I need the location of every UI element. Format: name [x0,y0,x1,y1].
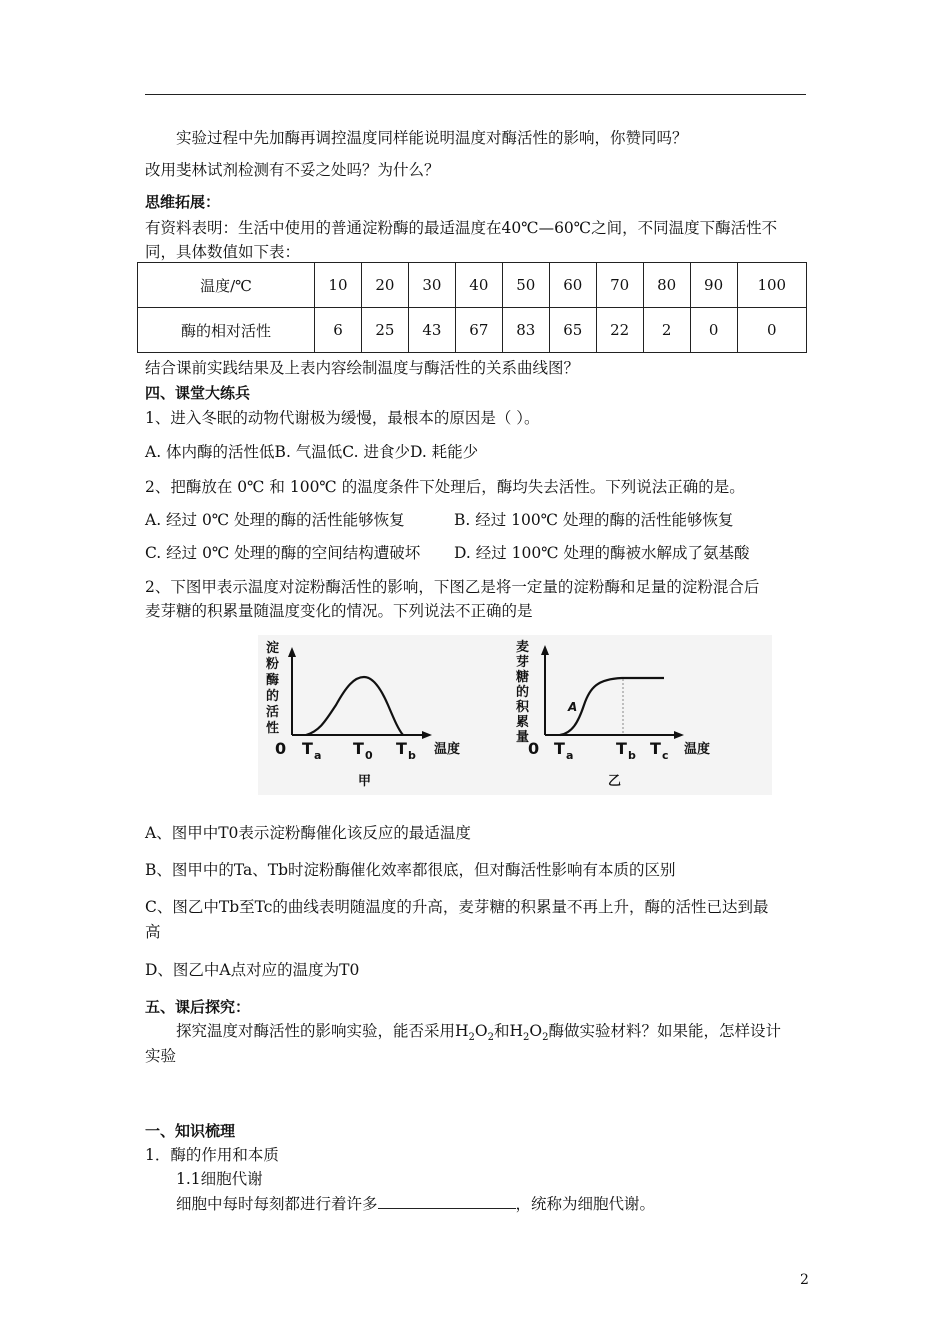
table-cell: 22 [596,308,643,353]
table-cell: 6 [315,308,362,353]
heading-think: 思维拓展： [145,193,221,211]
table-cell: 67 [455,308,502,353]
tick-ta-sub: a [314,749,322,762]
table-cell: 0 [737,308,806,353]
figure-yi-svg [512,635,772,795]
point-a-label: A [568,700,578,714]
figure-caption: 甲 [358,774,372,789]
question-2-option-a: A. 经过 0℃ 处理的酶的活性能够恢复 [145,511,405,529]
text-segment: 细胞中每时每刻都进行着许多 [176,1195,378,1213]
knowledge-1-1: 1.1细胞代谢 [176,1170,263,1188]
figure-caption: 乙 [608,774,622,789]
text-segment: O [529,1022,543,1040]
ylabel-char: 糖 [516,670,530,685]
table-cell: 43 [408,308,455,353]
text-segment: O [474,1022,488,1040]
tick-tb-sub: b [408,749,416,762]
temperature-activity-table [137,262,807,353]
fill-in-blank[interactable] [378,1194,516,1209]
figure-jia [258,635,518,795]
table-cell: 100 [737,263,806,308]
table-cell: 70 [596,263,643,308]
paragraph-1: 实验过程中先加酶再调控温度同样能说明温度对酶活性的影响，你赞同吗？ [176,129,688,147]
question-1: 1、进入冬眠的动物代谢极为缓慢，最根本的原因是（ ）。 [145,409,540,427]
tick-tb: T [396,739,407,758]
activity-curve [306,677,403,735]
text-segment: 探究温度对酶活性的影响实验，能否采用H [176,1022,469,1040]
table-cell: 50 [502,263,549,308]
heading-after-class: 五、课后探究： [145,998,251,1016]
ylabel-char: 麦 [516,640,530,655]
table-row [138,308,807,353]
question-2: 2、把酶放在 0℃ 和 100℃ 的温度条件下处理后，酶均失去活性。下列说法正确的是。 [145,478,745,496]
subscript: 2 [542,1032,549,1044]
table-cell: 90 [690,263,737,308]
y-axis-arrow [288,647,296,657]
x-axis-label: 温度 [684,742,711,757]
option-d: D、图乙中A点对应的温度为T0 [145,961,360,979]
text-segment: 酶做实验材料？如果能，怎样设计 [548,1022,782,1040]
paragraph-2: 改用斐林试剂检测有不妥之处吗？为什么？ [145,161,440,179]
paragraph-3a: 有资料表明：生活中使用的普通淀粉酶的最适温度在40℃—60℃之间，不同温度下酶活性不 [145,219,778,237]
text-segment: ，统称为细胞代谢。 [515,1195,656,1213]
figure-jia-svg [258,635,518,795]
x-axis-arrow [674,731,684,739]
subscript: 2 [523,1032,530,1044]
table-cell: 30 [408,263,455,308]
tick-t0-sub: 0 [365,749,373,762]
ylabel-char: 芽 [516,655,530,670]
question-2-option-c: C. 经过 0℃ 处理的酶的空间结构遭破坏 [145,544,421,562]
ylabel-char: 的 [516,685,530,700]
heading-knowledge: 一、知识梳理 [145,1122,236,1140]
tick-tb: T [616,739,627,758]
table-cell: 0 [690,308,737,353]
tick-tb-sub: b [628,749,636,762]
origin-label: 0 [275,739,287,758]
table-cell: 40 [455,263,502,308]
tick-ta: T [554,739,565,758]
option-a: A、图甲中T0表示淀粉酶催化该反应的最适温度 [145,824,471,842]
tick-t0: T [353,739,364,758]
knowledge-1: 1．酶的作用和本质 [145,1146,279,1164]
header-rule [145,94,806,95]
ylabel-char: 量 [516,730,530,745]
paragraph-5a [176,1021,781,1048]
x-axis-label: 温度 [434,742,461,757]
question-3b: 麦芽糖的积累量随温度变化的情况。下列说法不正确的是 [145,602,533,620]
question-1-options: A. 体内酶的活性低B. 气温低C. 进食少D. 耗能少 [145,443,479,461]
subscript: 2 [468,1032,475,1044]
y-axis-arrow [541,645,549,655]
table-cell: 25 [361,308,408,353]
knowledge-1-2 [176,1194,655,1214]
option-c-line-2: 高 [145,923,161,941]
table-cell: 60 [549,263,596,308]
paragraph-5b: 实验 [145,1047,177,1065]
ylabel-char: 积 [516,700,530,715]
subscript: 2 [487,1032,494,1044]
table-cell: 83 [502,308,549,353]
ylabel-char: 粉 [266,657,280,672]
ylabel-char: 的 [266,689,280,704]
table-cell: 65 [549,308,596,353]
table-cell: 20 [361,263,408,308]
table-cell: 80 [643,263,690,308]
ylabel-char: 活 [266,705,280,720]
ylabel-char: 酶 [266,673,280,688]
paragraph-4: 结合课前实践结果及上表内容绘制温度与酶活性的关系曲线图？ [145,359,580,377]
table-cell: 2 [643,308,690,353]
question-2-option-d: D. 经过 100℃ 处理的酶被水解成了氨基酸 [454,544,750,562]
question-3a: 2、下图甲表示温度对淀粉酶活性的影响，下图乙是将一定量的淀粉酶和足量的淀粉混合后 [145,578,760,596]
row-label-temperature: 温度/℃ [138,263,315,308]
heading-practice: 四、课堂大练兵 [145,384,251,402]
paragraph-3b: 同，具体数值如下表： [145,243,301,261]
tick-tc-sub: c [662,749,669,762]
question-2-option-b: B. 经过 100℃ 处理的酶的活性能够恢复 [454,511,734,529]
ylabel-char: 累 [516,715,530,730]
row-label-activity: 酶的相对活性 [138,308,315,353]
tick-ta: T [302,739,313,758]
origin-label: 0 [528,739,540,758]
tick-ta-sub: a [566,749,574,762]
ylabel-char: 性 [266,721,280,736]
ylabel-char: 淀 [266,641,280,656]
table-cell: 10 [315,263,362,308]
option-b: B、图甲中的Ta、Tb时淀粉酶催化效率都很底，但对酶活性影响有本质的区别 [145,861,676,879]
x-axis-arrow [422,731,432,739]
option-c-line-1: C、图乙中Tb至Tc的曲线表明随温度的升高，麦芽糖的积累量不再上升，酶的活性已达到最 [145,898,769,916]
text-segment: 和H [494,1022,524,1040]
figure-yi [512,635,772,795]
tick-tc: T [650,739,661,758]
table-row [138,263,807,308]
page-number: 2 [800,1272,809,1288]
